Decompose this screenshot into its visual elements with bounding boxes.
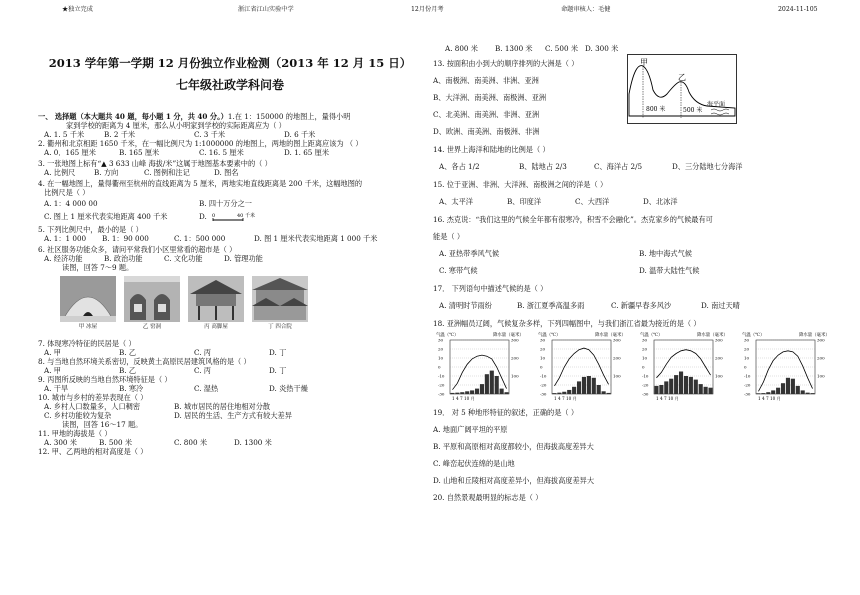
rain-bar	[567, 390, 571, 394]
rain-tick: 100	[511, 373, 519, 379]
rain-bar	[689, 377, 693, 394]
igloo-icon	[60, 276, 116, 322]
option[interactable]: A. 300 米	[44, 437, 77, 447]
option[interactable]: C. 乡村功能较为复杂	[44, 410, 112, 420]
mountain-profile-figure	[627, 54, 737, 124]
rain-bar	[500, 389, 504, 394]
rain-tick: 100	[613, 373, 621, 379]
climate-chart[interactable]	[741, 330, 837, 402]
option[interactable]: A. 乡村人口数量多，人口稠密	[44, 401, 141, 411]
q19-option-d[interactable]: D. 山地和丘陵相对高度差异小，但海拔高度差异大	[433, 476, 595, 485]
option[interactable]: A. 清明时节雨纷	[439, 301, 492, 310]
figure-caption: 乙 窑洞	[142, 324, 162, 330]
rain-tick: 300	[715, 337, 723, 343]
option[interactable]: A. 甲	[44, 347, 61, 357]
q8-options	[38, 366, 418, 375]
temp-tick: 20	[540, 346, 546, 352]
temp-tick: -20	[540, 382, 547, 388]
rain-tick: 200	[511, 355, 519, 361]
temp-tick: -10	[744, 373, 751, 379]
option[interactable]: D. 丁	[269, 365, 287, 375]
option[interactable]: C. 湿热	[194, 383, 219, 393]
rain-bar	[659, 385, 663, 394]
option[interactable]: A. 比例尺	[44, 168, 76, 177]
question-19: 19． 对 5 种地形特征的叙述，正确的是（ ）	[433, 408, 579, 417]
question-6: 6. 社区服务功能众多，请问平常我们小区里常看的超市是（ ）	[38, 245, 237, 254]
option[interactable]: C. 1：500 000	[174, 234, 226, 243]
question-16: 16. 杰克说：“我们这里的气候全年都有很寒冷，积雪不会融化”。杰克家乡的气候最有可	[433, 215, 713, 224]
section-heading: 一、 选择题（本大题共 40 题，每小题 1 分，共 40 分。）	[38, 112, 228, 121]
q2-options	[38, 148, 418, 157]
question-4: 4. 在一幅地图上，量得衢州至杭州的直线距离为 5 厘米，两地实地直线距离是 200 千米，这幅地图的	[38, 179, 363, 188]
question-18: 18. 亚洲幅员辽阔，气候复杂多样，下列四幅图中，与我们浙江省最为接近的是（ ）	[433, 319, 701, 328]
option[interactable]: B. 四十万分之一	[199, 199, 252, 208]
rain-bar	[674, 375, 678, 394]
option[interactable]: D. 丁	[269, 347, 287, 357]
rain-bar	[654, 386, 658, 394]
climate-chart[interactable]	[639, 330, 735, 402]
temp-tick: -10	[642, 373, 649, 379]
rain-bar	[602, 391, 606, 394]
question-1: 1.在 1：150000 的地图上，量得小明	[227, 112, 351, 121]
rain-bar	[756, 393, 760, 394]
option[interactable]: B. 2 千米	[104, 130, 136, 139]
option[interactable]: D. 300 米	[585, 44, 619, 53]
option[interactable]: C、大西洋	[575, 197, 610, 206]
option[interactable]: C. 16. 5 厘米	[199, 148, 244, 157]
temp-tick: 30	[642, 337, 648, 343]
header-reviewer: 命题审核人：毛健	[561, 6, 611, 13]
option[interactable]: C. 图上 1 厘米代表实地距离 400 千米	[44, 212, 168, 221]
q13-option-d[interactable]: D、欧洲、南美洲、南极洲、非洲	[433, 127, 540, 136]
temp-tick: -20	[438, 382, 445, 388]
rain-tick: 100	[817, 373, 825, 379]
question-16-cont: 能是（ ）	[433, 232, 465, 241]
header-exam: 12月份月考	[411, 6, 444, 13]
temp-tick: 0	[438, 364, 441, 370]
option[interactable]: D. 南过天晴	[701, 301, 740, 310]
question-4-cont: 比例尺是（ ）	[44, 188, 90, 197]
rain-bar	[606, 393, 610, 394]
figure-stilt-house	[188, 276, 244, 331]
q1-options	[38, 130, 418, 139]
temp-tick: -20	[642, 382, 649, 388]
question-17: 17． 下列语句中描述气候的是（ ）	[433, 284, 548, 293]
option[interactable]: B. 城市居民的居住地相对分散	[174, 401, 271, 411]
temp-tick: 30	[744, 337, 750, 343]
label-800m: 800 米	[646, 106, 666, 113]
option[interactable]: D. 1. 65 厘米	[284, 148, 330, 157]
option[interactable]: D. 居民的生活、生产方式有较大差异	[174, 410, 292, 420]
q10-options-ab	[38, 402, 418, 411]
temp-tick: 10	[540, 355, 546, 361]
rain-bar	[786, 378, 790, 394]
option[interactable]: D、三分陆地七分海洋	[672, 162, 743, 171]
option[interactable]: D. 6 千米	[284, 130, 316, 139]
q13-option-a[interactable]: A、南极洲、南美洲、非洲、亚洲	[433, 76, 539, 85]
climate-chart[interactable]	[537, 330, 633, 402]
option[interactable]: A、太平洋	[439, 197, 473, 206]
rain-bar	[450, 393, 454, 394]
rain-tick: 100	[715, 373, 723, 379]
temp-tick: 20	[744, 346, 750, 352]
rain-bar	[572, 387, 576, 394]
rain-bar	[504, 392, 508, 394]
rain-bar	[465, 391, 469, 394]
left-column	[38, 112, 418, 456]
option[interactable]: C. 寒带气候	[439, 266, 478, 275]
rain-tick: 200	[613, 355, 621, 361]
stilt-house-icon	[188, 276, 244, 322]
question-2: 2. 衢州和北京相距 1650 千米，在一幅比例尺为 1:1000000 的地图上，两地的图上距离应该为 （ ）	[38, 139, 363, 148]
q4-options-cd	[38, 212, 418, 222]
temp-tick: -10	[438, 373, 445, 379]
option[interactable]: A. 甲	[44, 365, 61, 375]
temp-tick: 10	[744, 355, 750, 361]
option[interactable]: A. 1. 5 千米	[44, 130, 85, 139]
question-15: 15. 位于亚洲、非洲、大洋洲、南极洲之间的洋是（ ）	[433, 180, 608, 189]
rain-bar	[664, 381, 668, 394]
temp-axis-label: 气温（℃）	[640, 333, 663, 338]
option[interactable]: C. 图例和注记	[144, 168, 190, 177]
temp-tick: 30	[438, 337, 444, 343]
rain-bar	[684, 376, 688, 394]
rain-bar	[791, 379, 795, 394]
rain-bar	[470, 390, 474, 394]
figure-igloo	[60, 276, 116, 331]
read-figure-note: 读图，回答 7～9 题。	[62, 263, 134, 272]
option[interactable]: A、各占 1/2	[439, 162, 480, 171]
option[interactable]: B. 1300 米	[495, 44, 533, 53]
temp-tick: -30	[540, 391, 547, 397]
rain-bar	[761, 393, 765, 394]
rain-bar	[669, 379, 673, 394]
option[interactable]: C. 丙	[194, 365, 211, 375]
rain-bar	[455, 393, 459, 394]
rain-bar	[592, 378, 596, 394]
option[interactable]: B、陆地占 2/3	[519, 162, 567, 171]
rain-bar	[597, 385, 601, 394]
q14-options	[433, 162, 843, 171]
option[interactable]: B. 165 厘米	[119, 148, 160, 157]
option[interactable]: A. 0．165 厘米	[44, 148, 96, 157]
option[interactable]: C. 丙	[194, 347, 211, 357]
option[interactable]: B、印度洋	[507, 197, 542, 206]
q16-options-cd	[433, 266, 843, 275]
option[interactable]: D、北冰洋	[643, 197, 678, 206]
rain-bar	[810, 393, 814, 394]
dwelling-figures	[60, 276, 418, 331]
rain-bar	[801, 390, 805, 394]
q17-options	[433, 301, 843, 310]
option[interactable]: C、海洋占 2/5	[594, 162, 643, 171]
option[interactable]: A. 干旱	[44, 383, 69, 393]
q19-option-c[interactable]: C. 峰峦起伏连绵的是山地	[433, 459, 515, 468]
option[interactable]: A. 800 米	[445, 44, 478, 53]
option[interactable]: C. 500 米	[545, 44, 579, 53]
option[interactable]: B. 500 米	[99, 437, 133, 447]
rain-bar	[562, 392, 566, 394]
temp-axis-label: 气温（℃）	[436, 333, 459, 338]
question-13: 13. 按面积由小到大的顺序排列的大洲是（ ）	[433, 59, 579, 68]
header-school: 浙江省江山实验中学	[238, 6, 294, 13]
temp-tick: 0	[642, 364, 645, 370]
rain-bar	[699, 384, 703, 394]
q11-options	[38, 438, 418, 447]
option[interactable]: C. 文化功能	[164, 254, 203, 263]
temp-tick: 0	[744, 364, 747, 370]
question-5: 5. 下列比例尺中，最小的是（ ）	[38, 225, 143, 234]
option[interactable]: B. 政治功能	[104, 254, 143, 263]
rain-bar	[679, 372, 683, 395]
rain-bar	[694, 380, 698, 394]
month-ticks: 1 4 7 10 月	[656, 396, 679, 401]
label-sea-level: 海平面	[707, 101, 726, 108]
question-11: 11. 甲地的海拔是（ ）	[38, 428, 112, 438]
temp-tick: 0	[540, 364, 543, 370]
question-12: 12. 甲、乙两地的相对高度是（ ）	[38, 446, 148, 456]
option[interactable]: B. 乙	[119, 365, 137, 375]
option[interactable]: B. 乙	[119, 347, 137, 357]
q16-options-ab	[433, 249, 843, 258]
rain-bar	[806, 393, 810, 394]
rain-bar	[781, 383, 785, 394]
temp-tick: -30	[438, 391, 445, 397]
q7-options	[38, 348, 418, 357]
label-500m: 500 米	[683, 107, 703, 114]
q6-options	[38, 254, 418, 263]
rain-bar	[557, 393, 561, 394]
option[interactable]: A. 亚热带季风气候	[439, 249, 500, 258]
option[interactable]: A. 1：1 000	[44, 234, 87, 243]
month-ticks: 1 4 7 10 月	[758, 396, 781, 401]
rain-bar	[577, 381, 581, 394]
option[interactable]: B. 地中海式气候	[639, 249, 692, 258]
figure-courtyard	[252, 276, 308, 331]
month-ticks: 1 4 7 10 月	[554, 396, 577, 401]
question-14: 14. 世界上海洋和陆地的比例是（ ）	[433, 145, 550, 154]
month-ticks: 1 4 7 10 月	[452, 396, 475, 401]
q10-options-cd	[38, 411, 418, 420]
rain-bar	[475, 389, 479, 394]
option[interactable]: D. 图名	[214, 168, 239, 177]
temp-axis-label: 气温（℃）	[538, 333, 561, 338]
rain-axis-label: 降水量（毫米）	[697, 333, 728, 338]
option[interactable]: C. 新疆早春多风沙	[611, 301, 672, 310]
q19-option-a[interactable]: A. 地面广阔平坦的平原	[433, 425, 508, 434]
option[interactable]: D. 1300 米	[234, 437, 272, 447]
rain-bar	[485, 374, 489, 394]
option[interactable]: C. 800 米	[174, 437, 208, 447]
option[interactable]: B. 方向	[94, 168, 119, 177]
read-figure-note-2: 读图，回答 16～17 题。	[62, 419, 143, 429]
q5-options	[38, 234, 418, 243]
temp-tick: 20	[438, 346, 444, 352]
cave-dwelling-icon	[124, 276, 180, 322]
figure-caption: 甲 冰屋	[78, 324, 98, 330]
question-3: 3. 一张地图上标有“▲ 3 633 山峰 海拔/米”这属于地图基本要素中的（ ）	[38, 159, 272, 168]
question-8: 8. 与当地自然环境关系密切，反映黄土高原民居建筑风格的是（ ）	[38, 356, 251, 366]
courtyard-house-icon	[252, 276, 308, 322]
climate-chart[interactable]	[435, 330, 531, 402]
temp-tick: 10	[642, 355, 648, 361]
option[interactable]: B. 1：90 000	[102, 234, 149, 243]
question-7: 7. 体现寒冷特征的民居是（ ）	[38, 338, 136, 348]
rain-bar	[704, 387, 708, 394]
question-9: 9. 丙图所反映的当地自然环境特征是（ ）	[38, 374, 172, 384]
figure-caption: 丙 高脚屋	[204, 324, 228, 330]
figure-cave-dwelling	[124, 276, 180, 331]
q12-options	[433, 44, 843, 53]
temp-tick: 10	[438, 355, 444, 361]
option[interactable]: B. 浙江夏季高温多雨	[517, 301, 585, 310]
rain-axis-label: 降水量（毫米）	[799, 333, 830, 338]
question-10: 10. 城市与乡村的差异表现在（ ）	[38, 392, 148, 402]
temp-axis-label: 气温（℃）	[742, 333, 765, 338]
option[interactable]: D. 温带大陆性气候	[639, 266, 700, 275]
rain-bar	[708, 388, 712, 394]
scale-bar-end: 40 千米	[237, 213, 256, 219]
rain-bar	[796, 386, 800, 394]
q13-option-b[interactable]: B、大洋洲、南美洲、南极洲、亚洲	[433, 93, 547, 102]
figure-caption: 丁 四合院	[268, 324, 292, 330]
temp-tick: -10	[540, 373, 547, 379]
option[interactable]: D. 炎热干燥	[269, 383, 308, 393]
header-left: ★独立完成	[62, 6, 93, 13]
rain-tick: 300	[817, 337, 825, 343]
q15-options	[433, 197, 843, 206]
temp-tick: -30	[744, 391, 751, 397]
title-sub: 七年级社政学科问卷	[175, 78, 284, 92]
rain-bar	[582, 377, 586, 394]
q9-options	[38, 384, 418, 393]
q13-option-c[interactable]: C、北美洲、南美洲、非洲、亚洲	[433, 110, 540, 119]
scale-bar-icon	[209, 212, 259, 222]
option[interactable]: D. 管理功能	[224, 254, 263, 263]
rain-tick: 300	[613, 337, 621, 343]
temp-tick: 30	[540, 337, 546, 343]
rain-bar	[480, 384, 484, 394]
option[interactable]: A. 1：4 000 00	[44, 199, 98, 208]
temp-tick: -20	[744, 382, 751, 388]
label-yi: 乙	[678, 73, 686, 82]
q19-option-b[interactable]: B. 平原和高原相对高度都较小，但海拔高度差异大	[433, 442, 594, 451]
scale-bar-start: 0	[212, 213, 216, 219]
rain-axis-label: 降水量（毫米）	[493, 333, 524, 338]
rain-bar	[460, 392, 464, 394]
rain-bar	[766, 392, 770, 394]
rain-bar	[495, 376, 499, 394]
rain-bar	[776, 388, 780, 394]
option[interactable]: D. 0 40 千米	[199, 212, 259, 222]
option[interactable]: A. 经济功能	[44, 254, 83, 263]
temp-tick: -30	[642, 391, 649, 397]
rain-bar	[552, 393, 556, 394]
rain-tick: 300	[511, 337, 519, 343]
option[interactable]: B. 寒冷	[119, 383, 144, 393]
q4-options-ab	[38, 199, 418, 208]
rain-bar	[587, 376, 591, 394]
question-1-cont: 家到学校的距离为 4 厘米，那么从小明家到学校的实际距离应为（ ）	[66, 121, 286, 130]
header-date: 2024-11-105	[778, 6, 818, 13]
label-jia: 甲	[640, 58, 648, 67]
option[interactable]: C. 3 千米	[194, 130, 226, 139]
rain-bar	[490, 371, 494, 394]
title-main: 2013 学年第一学期 12 月份独立作业检测（2013 年 12 月 15 日）	[48, 56, 412, 70]
rain-axis-label: 降水量（毫米）	[595, 333, 626, 338]
option[interactable]: D. 图 1 厘米代表实地距离 1 000 千米	[254, 234, 378, 243]
rain-bar	[771, 390, 775, 394]
question-20: 20. 自然景观最明显的标志是（ ）	[433, 493, 543, 502]
rain-tick: 200	[817, 355, 825, 361]
q3-options	[38, 168, 418, 177]
temp-tick: 20	[642, 346, 648, 352]
rain-tick: 200	[715, 355, 723, 361]
climate-charts	[435, 330, 843, 402]
